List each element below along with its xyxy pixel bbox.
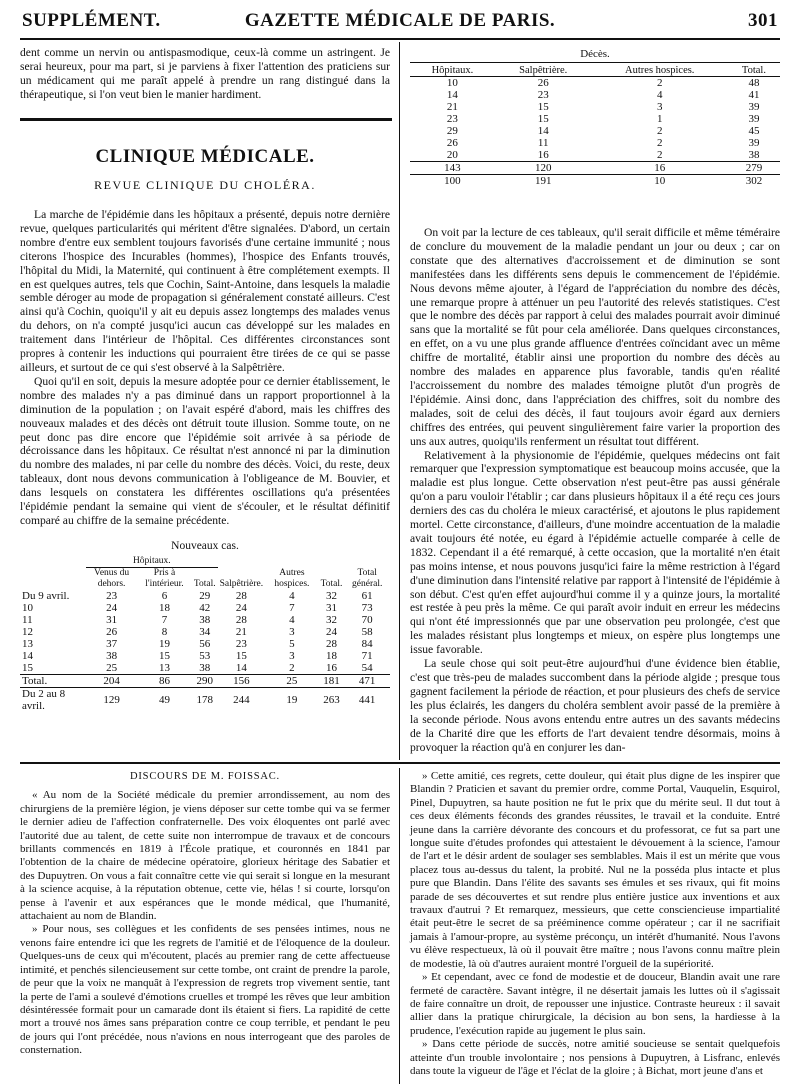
table-cell: 38 — [106, 650, 118, 662]
table-cell: 26 — [106, 626, 118, 638]
table-cell: 56 — [199, 638, 211, 650]
table-cell: 16 — [537, 149, 549, 161]
row-label: 11 — [22, 614, 33, 626]
table-cell: 58 — [361, 626, 373, 638]
table-cell: 28 — [235, 590, 247, 602]
table-cell: 290 — [196, 675, 213, 687]
discourse-title: DISCOURS DE M. FOISSAC. — [130, 771, 280, 782]
table-cell: 23 — [106, 590, 118, 602]
deaths-title-rule — [410, 62, 780, 63]
table-cell: 15 — [235, 650, 247, 662]
table-cell: 3 — [289, 626, 295, 638]
cases-table-block — [20, 540, 390, 712]
table-cell: 28 — [235, 614, 247, 626]
col-header: Total général. — [352, 568, 383, 589]
paragraph: dent comme un nervin ou antispasmodique, ceux-là comme un astringent. Je serai heureux, pour ma part, si je parviens à fixer l'attention des praticiens sur un médicament qui me paraît appelé à prendre un rang distingué dans la thérapeutique, si l'on veut bien le manier hardiment. — [20, 46, 390, 101]
header-page-number: 301 — [748, 10, 778, 31]
table-cell: 25 — [286, 675, 298, 687]
table-cell: 263 — [323, 694, 340, 706]
paragraph: » Dans cette période de succès, notre amitié soucieuse se sentait quelquefois atteinte d'un trouble involontaire ; nos pensions à Dupuytren, à Lisfranc, enlevés dans toute la vigueur de l'âge et l'éclat de la gloire ; à Bichat, mort jeune d'ans et — [410, 1038, 780, 1077]
deaths-table-title: Décès. — [580, 48, 610, 60]
table-cell: 8 — [161, 626, 168, 638]
table-cell: 20 — [446, 149, 458, 161]
column-separator-bottom — [399, 768, 400, 1084]
total-row — [20, 675, 390, 688]
col-header: Total. — [320, 579, 343, 589]
row-label: 15 — [22, 662, 33, 674]
table-cell: 120 — [534, 162, 552, 174]
paragraph: La seule chose qui soit peut-être aujourd'hui d'une évidence bien établie, c'est que très-peu de malades succombent dans la période algide ; presque tous gagnent facilement la période de réaction, et pour plusieurs des chefs de service les plus éclairés, les dangers du choléra semblent avoir passé de la première à la seconde période. Nous avons entendu entre autres un des savants médecins de la Charité dire que les efforts de l'art devaient tendre désormais, moins à provoquer la réaction qu'à en conjurer les dan- — [410, 657, 780, 754]
table-cell: 53 — [199, 650, 211, 662]
col-header: Salpêtrière. — [219, 579, 264, 589]
table-cell: 2 — [656, 125, 663, 137]
row-label: Du 2 au 8 avril. — [22, 688, 66, 712]
row-label: Total. — [22, 675, 48, 687]
table-row — [20, 626, 390, 638]
table-cell: 49 — [158, 694, 170, 706]
paragraph: » Pour nous, ses collègues et les confidents de ses pensées intimes, nous ne venons faire entendre ici que les regrets de l'amitié et de l'éloquence de la douleur. Quelques-uns de ceux qui m'écoutent, placés au premier rang de cette affectueuse intimité, et penchés silencieusement sur cette tombe, ont craint de prendre la parole, de peur que la voix ne manquât à l'expression de regrets trop vivement sentie, tant la perte de l'ami a soulevé d'émotions cruelles et trompé les rêves que leur ambition désintéressée formait pour un camarade dont ils étaient si fiers. La rapidité de cette mort a trouvé nos âmes sans préparation contre ce coup terrible, et pendant le peu de jours qui l'ont précédée, nous n'avions en nous interrogeant que des paroles de consternation. — [20, 923, 390, 1057]
previous-week-row — [410, 175, 780, 188]
table-cell: 29 — [446, 125, 458, 137]
table-cell: 61 — [361, 590, 373, 602]
table-cell: 39 — [748, 101, 760, 113]
table-row — [410, 89, 780, 101]
discourse-rule — [20, 762, 780, 764]
table-cell: 42 — [199, 602, 211, 614]
paragraph: Relativement à la physionomie de l'épidémie, quelques médecins ont fait remarquer que l'expression symptomatique est beaucoup moins accusée, que la maladie est plus longue. Cette observation n'est peut-être pas aussi générale qu'on a paru vouloir l'établir ; car dans plusieurs hôpitaux il a été reçu ces jours derniers des cas du choléra le mieux caractérisé, et ajoutons le plus rapidement mortel. Cette circonstance, d'ailleurs, d'une moindre accentuation de la maladie avait toujours été notée, eu égard à l'épidémie actuelle comparée à celle de 1832. Cependant il a été remarqué, à cette occasion, que la mortalité n'en était pas moins intense, et nous pouvons jusqu'ici faire la même restriction à l'égard d'une diminution dans l'intensité relative par rapport à l'intensité de l'épidémie à son début. C'est qu'en effet aujourd'hui comme il y a quinze jours, la mortalité est restée à peu près la même. Ce qui paraît avoir induit en erreur les médecins qui n'ont été impressionnés que par une observation peu prolongée, c'est que les malades résistant plus longtemps et mieux, on espère plus longtemps une issue favorable. — [410, 448, 780, 657]
table-cell: 32 — [325, 614, 337, 626]
table-cell: 11 — [537, 137, 549, 149]
col-header: Autres hospices. — [625, 65, 695, 76]
table-cell: 24 — [325, 626, 337, 638]
table-cell: 10 — [654, 175, 666, 187]
table-cell: 15 — [158, 650, 170, 662]
section-heading — [20, 146, 390, 168]
row-label: 13 — [22, 638, 33, 650]
table-cell: 73 — [361, 602, 373, 614]
table-cell: 302 — [745, 175, 763, 187]
table-cell: 29 — [199, 590, 211, 602]
table-row — [410, 77, 780, 90]
column-separator-top — [399, 42, 400, 760]
col-header: Total. — [741, 65, 766, 76]
table-cell: 178 — [196, 694, 213, 706]
table-cell: 19 — [158, 638, 170, 650]
table-cell: 24 — [106, 602, 118, 614]
table-cell: 204 — [103, 675, 120, 687]
table-cell: 191 — [534, 175, 552, 187]
table-row — [20, 662, 390, 675]
table-cell: 25 — [106, 662, 118, 674]
table-cell: 244 — [233, 694, 250, 706]
table-cell: 1 — [656, 113, 663, 125]
table-cell: 45 — [748, 125, 760, 137]
table-cell: 100 — [444, 175, 461, 187]
table-row — [410, 101, 780, 113]
table-cell: 32 — [325, 590, 337, 602]
col-header: Venus du dehors. — [94, 568, 130, 589]
left-intro — [20, 46, 390, 102]
table-cell: 156 — [233, 675, 250, 687]
paragraph: » Cette amitié, ces regrets, cette douleur, qui était plus digne de les inspirer que Blandin ? Praticien et savant du premier ordre, comme Portal, Vauquelin, Esquirol, Pinel, Dupuytren, sa haute position ne fut le prix que du mérite seul. Il dut tout à ces deux éléments féconds des grandes réussites, le travail et la conduite. Entré jeune dans la carrière dévorante des concours et du professorat, ce fut sa part une longue suite d'études profondes qui attestaient le dévouement à la science, l'amour de l'art et le désir ardent de soulager ses semblables. Mais il est un mérite que vous placez tous au-dessus du talent, la probité. Nul ne la posséda plus intacte et plus pure que Blandin. Dans l'élite des savants ses émules et ses rivaux, qui fit moins parade de ses découvertes et sut rendre plus entière justice aux inventions et aux travaux d'autrui ? Et remarquez, messieurs, que cette consciencieuse impartialité était peut-être le secret de sa prééminence comme opérateur ; car il ne sacrifiait jamais à l'amour-propre, au système préconçu, un intérêt d'humanité. Nous l'avons vu élève respectueux, là où il pouvait être maître ; nous l'avons connu maître plein de modestie, là où d'autres auraient montré l'orgueil de la supériorité. — [410, 770, 780, 970]
table-cell: 14 — [235, 662, 247, 674]
cases-group-header: Hôpitaux. — [86, 556, 218, 568]
header-journal-title: GAZETTE MÉDICALE DE PARIS. — [244, 10, 556, 31]
table-row — [410, 113, 780, 125]
table-cell: 31 — [106, 614, 118, 626]
table-cell: 71 — [361, 650, 373, 662]
cases-table-title: Nouveaux cas. — [171, 540, 239, 552]
table-cell: 4 — [656, 89, 663, 101]
right-body — [410, 226, 780, 754]
deaths-table-block — [410, 48, 780, 187]
row-label: 10 — [22, 602, 33, 614]
table-cell: 7 — [289, 602, 295, 614]
table-cell: 14 — [537, 125, 549, 137]
table-cell: 2 — [289, 662, 295, 674]
table-row — [20, 602, 390, 614]
table-cell: 3 — [656, 101, 663, 113]
table-cell: 31 — [325, 602, 337, 614]
table-row — [20, 650, 390, 662]
table-cell: 28 — [325, 638, 337, 650]
table-cell: 10 — [446, 77, 458, 89]
table-cell: 39 — [748, 137, 760, 149]
table-cell: 18 — [325, 650, 337, 662]
paragraph: « Au nom de la Société médicale du premier arrondissement, au nom des chirurgiens de la première légion, je viens déposer sur cette tombe qui va se fermer le dernier adieu de l'affection confraternelle. Des voix éloquentes ont parlé avec l'autorité due au talent, de cette suite non interrompue de travaux et de concours brillants commencés en 1819 à l'École pratique, et couronnés en 1841 par l'obtention de la chaire de médecine opératoire, glorieux héritage des Sabatier et des Dupuytren. On vous a fait connaître cette vie qui serait si longue en la mesurant à la science acquise, à la réputation obtenue, cette vie, hélas ! si courte, lorsqu'on pense à l'avenir et aux espérances que le monde médical, que l'humanité, attachaient au nom de Blandin. — [20, 789, 390, 923]
table-row — [20, 638, 390, 650]
table-cell: 38 — [199, 662, 211, 674]
table-cell: 2 — [656, 77, 663, 89]
table-cell: 37 — [106, 638, 118, 650]
table-cell: 13 — [158, 662, 170, 674]
table-cell: 2 — [656, 137, 663, 149]
table-cell: 26 — [446, 137, 458, 149]
table-row — [20, 614, 390, 626]
table-cell: 24 — [235, 602, 247, 614]
left-body — [20, 208, 390, 528]
col-header: Salpêtrière. — [519, 65, 568, 76]
table-cell: 34 — [199, 626, 211, 638]
table-cell: 38 — [199, 614, 211, 626]
table-row — [20, 590, 390, 602]
table-cell: 5 — [289, 638, 295, 650]
paragraph: La marche de l'épidémie dans les hôpitaux a présenté, depuis notre dernière revue, quelques particularités qui méritent d'être signalées. D'abord, un certain nombre d'entre eux semblent toujours favorisés d'une certaine immunité ; nous citerons l'hospice des Incurables (hommes), l'hospice des Enfants trouvés, l'hôpital du Midi, la Maternité, qui continuent à être complétement exempts. Il en est quelques autres, tels que Cochin, Saint-Antoine, dans lesquels la maladie semble déroger au mode de propagation si généralement constaté ailleurs. C'est ainsi qu'à Cochin, quoiqu'il y ait eu depuis assez longtemps des malades venus du dehors, on n'a compté jusqu'ici aucun cas développé sur les malades en traitement dans l'intérieur de l'hôpital. Ces différentes circonstances sont propres à contenir les inductions qui pourraient être tirées de ce qui se passe ailleurs, et surtout de ce qui s'est observé à la Salpêtrière. — [20, 208, 390, 374]
row-label: 14 — [22, 650, 33, 662]
table-cell: 48 — [748, 77, 760, 89]
table-cell: 6 — [161, 590, 168, 602]
deaths-table — [410, 65, 780, 187]
col-header: Hôpitaux. — [431, 65, 474, 76]
table-cell: 181 — [323, 675, 340, 687]
row-label: 12 — [22, 626, 33, 638]
table-cell: 21 — [235, 626, 247, 638]
table-cell: 70 — [361, 614, 373, 626]
table-cell: 471 — [358, 675, 376, 687]
table-cell: 143 — [444, 162, 461, 174]
page-header — [22, 10, 778, 36]
table-cell: 23 — [235, 638, 247, 650]
table-cell: 2 — [656, 149, 663, 161]
col-header: Autres hospices. — [274, 568, 310, 589]
table-cell: 4 — [289, 590, 295, 602]
table-cell: 279 — [745, 162, 763, 174]
table-cell: 15 — [537, 101, 549, 113]
table-row — [410, 125, 780, 137]
header-supplement: SUPPLÉMENT. — [22, 10, 161, 31]
table-cell: 129 — [103, 694, 120, 706]
col-header: Pris à l'intérieur. — [145, 568, 184, 589]
paragraph: Quoi qu'il en soit, depuis la mesure adoptée pour ce dernier établissement, le nombre des malades n'y a pas diminué dans un rapport proportionnel à la diminution de la population ; on l'avait espéré d'abord, mais les chiffres des nouveaux malades et des décès ont détruit toute illusion. Somme toute, on ne peut donc pas dire encore que l'épidémie soit arrivée à sa période de décroissance dans les hôpitaux. Ce résultat n'est annoncé ni par la diminution du nombre des malades, ni par celle du nombre des décès. Voici, du reste, deux tableaux, dont nous devons communication à l'obligeance de M. Bouvier, et dans lesquels on constatera les différentes oscillations qu'a présentées l'épidémie pendant la semaine qui vient de s'écouler, et le résultat définitif comparé au chiffre de la semaine précédente. — [20, 374, 390, 527]
section-subtitle: REVUE CLINIQUE DU CHOLÉRA. — [94, 178, 316, 192]
previous-week-row — [20, 688, 390, 713]
table-cell: 23 — [446, 113, 458, 125]
table-cell: 38 — [748, 149, 760, 161]
col-header: Total. — [193, 579, 216, 589]
table-cell: 15 — [537, 113, 549, 125]
paragraph: On voit par la lecture de ces tableaux, qu'il serait difficile et même téméraire de conclure du mouvement de la maladie pendant un jour ou deux ; car on constate que des alternatives d'accroissement et de diminution se sont manifestées dans les différents sens depuis le commencement de l'épidémie. Nous devons même ajouter, à l'égard de l'appréciation du nombre des décès, une remarque propre à atténuer un peu l'autorité des relevés statistiques. C'est que le nombre des décès par rapport à celui des malades pourrait avoir diminué sans que la mortalité se fût pour cela améliorée. Dans quelques circonstances, en effet, on a vu une plus grande affluence d'entrées coïncidant avec un même chiffre de mortalité, établir ainsi une proportion du nombre des décès au nombre des malades en apparence plus favorable, tandis qu'en réalité l'accroissement du nombre des malades témoigne plutôt d'un progrès de l'épidémie. Ainsi donc, dans l'appréciation des chiffres, soit du nombre des malades, soit de celui des décès, il faut toujours avoir égard aux derniers chiffres des entrées, qui peuvent singulièrement faire varier la proportion des uns aux autres, quoiqu'ils renferment un résultat tout différent. — [410, 226, 780, 448]
table-cell: 86 — [158, 675, 170, 687]
table-cell: 41 — [748, 89, 760, 101]
table-cell: 26 — [537, 77, 549, 89]
total-row — [410, 162, 780, 175]
row-label: Du 9 avril. — [22, 590, 70, 602]
table-cell: 23 — [537, 89, 549, 101]
table-row — [410, 137, 780, 149]
cases-table — [20, 556, 390, 712]
section-subheading — [20, 178, 390, 193]
table-cell: 84 — [361, 638, 373, 650]
table-cell: 441 — [358, 694, 376, 706]
table-cell: 7 — [161, 614, 168, 626]
section-title: CLINIQUE MÉDICALE. — [95, 146, 315, 167]
table-cell: 3 — [289, 650, 295, 662]
header-rule — [20, 38, 780, 40]
paragraph: » Et cependant, avec ce fond de modestie et de douceur, Blandin avait une rare fermeté de caractère. Savant intègre, il ne désertait jamais les luttes où il s'agissait de faire connaître un droit, de repousser une injustice. Contraste heureux : il savait allier dans la pratique chirurgicale, la décision au bon sens, la hardiesse à la prudence, l'exécution rapide au jugement le plus sain. — [410, 971, 780, 1037]
section-rule — [20, 118, 392, 121]
table-row — [410, 149, 780, 162]
discourse-left — [20, 770, 390, 1058]
table-cell: 18 — [158, 602, 170, 614]
table-cell: 16 — [654, 162, 666, 174]
table-cell: 54 — [361, 662, 373, 674]
table-cell: 16 — [325, 662, 337, 674]
table-cell: 21 — [446, 101, 458, 113]
table-cell: 39 — [748, 113, 760, 125]
table-cell: 19 — [286, 694, 298, 706]
discourse-right — [410, 770, 780, 1078]
table-cell: 4 — [289, 614, 295, 626]
table-cell: 14 — [446, 89, 458, 101]
